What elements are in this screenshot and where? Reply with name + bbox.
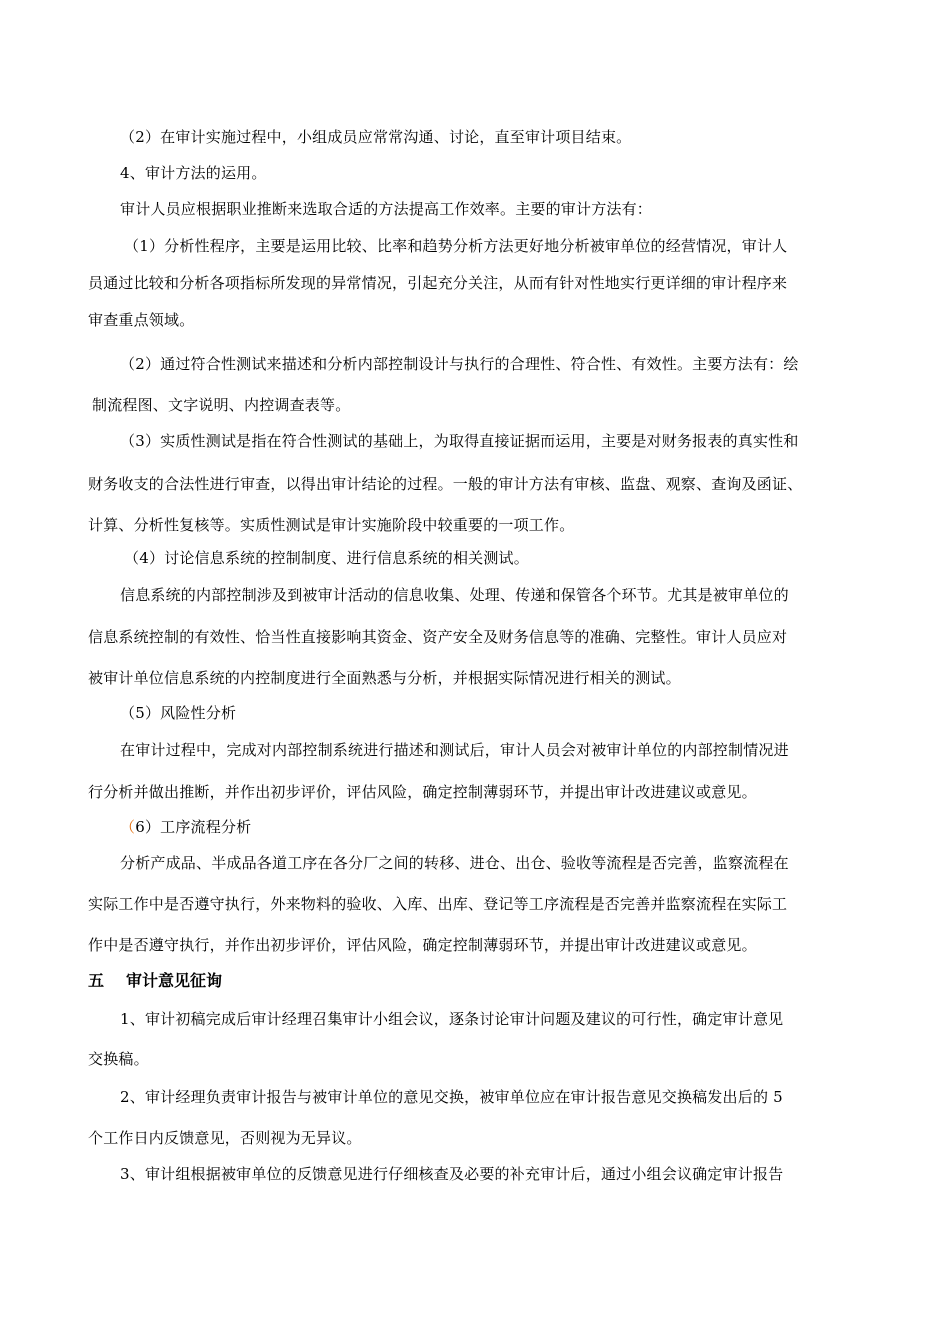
- paragraph-line: （1）分析性程序，主要是运用比较、比率和趋势分析方法更好地分析被审单位的经营情况，审计人: [124, 237, 788, 255]
- paragraph-line: （2）通过符合性测试来描述和分析内部控制设计与执行的合理性、符合性、有效性。主要方法有：绘: [120, 355, 799, 373]
- section-title: 审计意见征询: [126, 971, 223, 990]
- paragraph-line: 信息系统的内部控制涉及到被审计活动的信息收集、处理、传递和保管各个环节。尤其是被审单位的: [120, 586, 789, 604]
- paragraph-line: 4、审计方法的运用。: [120, 164, 267, 182]
- paragraph-line: 被审计单位信息系统的内控制度进行全面熟悉与分析，并根据实际情况进行相关的测试。: [88, 669, 681, 687]
- highlighted-parenthesis: （: [120, 818, 136, 836]
- paragraph-line: （3）实质性测试是指在符合性测试的基础上，为取得直接证据而运用，主要是对财务报表的真实性和: [120, 432, 799, 450]
- paragraph-line: 信息系统控制的有效性、恰当性直接影响其资金、资产安全及财务信息等的准确、完整性。审计人员应对: [88, 628, 788, 646]
- section-heading: [88, 970, 222, 992]
- paragraph-line: 分析产成品、半成品各道工序在各分厂之间的转移、进仓、出仓、验收等流程是否完善，监察流程在: [120, 854, 789, 872]
- paragraph-line: 审查重点领域。: [88, 311, 195, 329]
- paragraph-line: 审计人员应根据职业推断来选取合适的方法提高工作效率。主要的审计方法有：: [120, 200, 653, 218]
- section-number: 五: [88, 971, 105, 990]
- paragraph-line: 计算、分析性复核等。实质性测试是审计实施阶段中较重要的一项工作。: [88, 516, 575, 534]
- paragraph-line: [120, 817, 910, 837]
- paragraph-line: （5）风险性分析: [120, 704, 237, 722]
- paragraph-line: 实际工作中是否遵守执行，外来物料的验收、入库、出库、登记等工序流程是否完善并监察流程在实际工: [88, 895, 788, 913]
- paragraph-line: 行分析并做出推断，并作出初步评价，评估风险，确定控制薄弱环节，并提出审计改进建议或意见。: [88, 783, 757, 801]
- paragraph-line: 交换稿。: [88, 1050, 149, 1068]
- paragraph-line: 个工作日内反馈意见，否则视为无异议。: [88, 1129, 362, 1147]
- paragraph-line: 作中是否遵守执行，并作出初步评价，评估风险，确定控制薄弱环节，并提出审计改进建议或意见。: [88, 936, 757, 954]
- paragraph-line: 财务收支的合法性进行审查，以得出审计结论的过程。一般的审计方法有审核、监盘、观察、查询及函证、: [88, 475, 803, 493]
- paragraph-line: 1、审计初稿完成后审计经理召集审计小组会议，逐条讨论审计问题及建议的可行性，确定审计意见: [120, 1010, 784, 1028]
- paragraph-line: 2、审计经理负责审计报告与被审计单位的意见交换，被审单位应在审计报告意见交换稿发出后的 5: [120, 1088, 783, 1106]
- paragraph-line: 在审计过程中，完成对内部控制系统进行描述和测试后，审计人员会对被审计单位的内部控制情况进: [120, 741, 789, 759]
- paragraph-line: （2）在审计实施过程中，小组成员应常常沟通、讨论，直至审计项目结束。: [120, 128, 632, 146]
- paragraph-line: 制流程图、文字说明、内控调查表等。: [92, 396, 351, 414]
- paragraph-line-text: 6）工序流程分析: [135, 818, 252, 836]
- paragraph-line: （4）讨论信息系统的控制制度、进行信息系统的相关测试。: [124, 549, 529, 567]
- paragraph-line: 员通过比较和分析各项指标所发现的异常情况，引起充分关注，从而有针对性地实行更详细的审计程序来: [88, 274, 788, 292]
- paragraph-line: 3、审计组根据被审单位的反馈意见进行仔细核查及必要的补充审计后，通过小组会议确定审计报告: [120, 1165, 784, 1183]
